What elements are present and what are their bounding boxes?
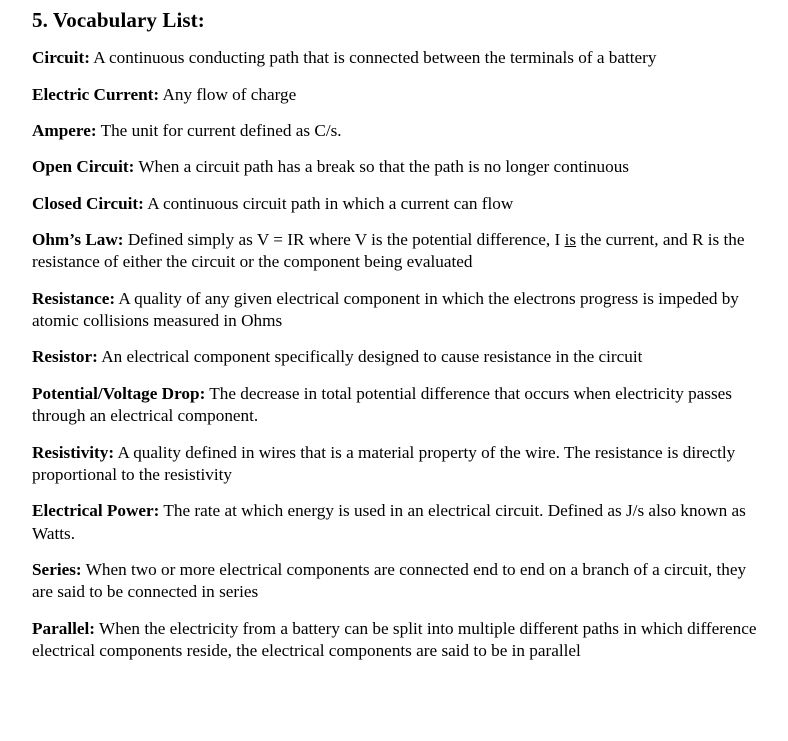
vocabulary-entry bbox=[32, 383, 760, 428]
vocabulary-term: Closed Circuit: bbox=[32, 193, 144, 213]
vocabulary-term: Parallel: bbox=[32, 618, 95, 638]
vocabulary-definition: When two or more electrical components are connected end to end on a branch of a circuit, they are said to be connected in series bbox=[32, 559, 747, 602]
vocabulary-definition-pre: Defined simply as V = IR where V is the potential difference, I bbox=[123, 229, 565, 249]
vocabulary-term: Electric Current: bbox=[32, 84, 160, 104]
vocabulary-term: Potential/Voltage Drop: bbox=[32, 383, 206, 403]
vocabulary-entry bbox=[32, 559, 760, 604]
vocabulary-definition: A continuous circuit path in which a current can flow bbox=[143, 193, 514, 213]
vocabulary-definition: Any flow of charge bbox=[159, 84, 297, 104]
vocabulary-term: Ohm’s Law: bbox=[32, 229, 124, 249]
vocabulary-term: Open Circuit: bbox=[32, 157, 135, 177]
vocabulary-entry bbox=[32, 288, 760, 333]
vocabulary-term: Ampere: bbox=[32, 120, 97, 140]
vocabulary-definition-post: the current, and R is the resistance of either the circuit or the component being evaluated bbox=[32, 229, 745, 272]
vocabulary-definition-underlined: is bbox=[564, 229, 577, 249]
vocabulary-entry bbox=[32, 193, 760, 215]
vocabulary-entry bbox=[32, 84, 760, 106]
vocabulary-entry bbox=[32, 618, 760, 663]
vocabulary-entry bbox=[32, 47, 760, 69]
vocabulary-definition: A continuous conducting path that is connected between the terminals of a battery bbox=[89, 48, 657, 68]
vocabulary-entry bbox=[32, 500, 760, 545]
vocabulary-entry bbox=[32, 442, 760, 487]
vocabulary-entry bbox=[32, 120, 760, 142]
vocabulary-entry bbox=[32, 346, 760, 368]
vocabulary-term: Resistor: bbox=[32, 347, 98, 367]
vocabulary-term: Circuit: bbox=[32, 48, 90, 68]
vocabulary-definition: A quality defined in wires that is a material property of the wire. The resistance is directly proportional to the resistivity bbox=[32, 442, 736, 484]
vocabulary-entry bbox=[32, 156, 760, 178]
vocabulary-term: Series: bbox=[32, 559, 82, 579]
vocabulary-definition: An electrical component specifically designed to cause resistance in the circuit bbox=[97, 347, 643, 367]
vocabulary-entry bbox=[32, 229, 760, 274]
page-title: 5. Vocabulary List: bbox=[32, 8, 205, 32]
vocabulary-definition: A quality of any given electrical component in which the electrons progress is impeded by atomic collisions measured in Ohms bbox=[32, 288, 739, 331]
vocabulary-definition: The decrease in total potential difference that occurs when electricity passes through an electrical component. bbox=[32, 383, 732, 426]
vocabulary-term: Resistance: bbox=[32, 288, 116, 308]
vocabulary-term: Electrical Power: bbox=[32, 501, 160, 521]
vocabulary-definition: When a circuit path has a break so that the path is no longer continuous bbox=[134, 157, 629, 177]
vocabulary-definition: The rate at which energy is used in an electrical circuit. Defined as J/s also known as Watts. bbox=[32, 501, 746, 543]
vocabulary-definition: The unit for current defined as C/s. bbox=[96, 120, 342, 140]
vocabulary-term: Resistivity: bbox=[32, 442, 115, 462]
vocabulary-definition: When the electricity from a battery can be split into multiple different paths in which difference electrical components reside, the electrical components are said to be in parallel bbox=[32, 618, 757, 661]
